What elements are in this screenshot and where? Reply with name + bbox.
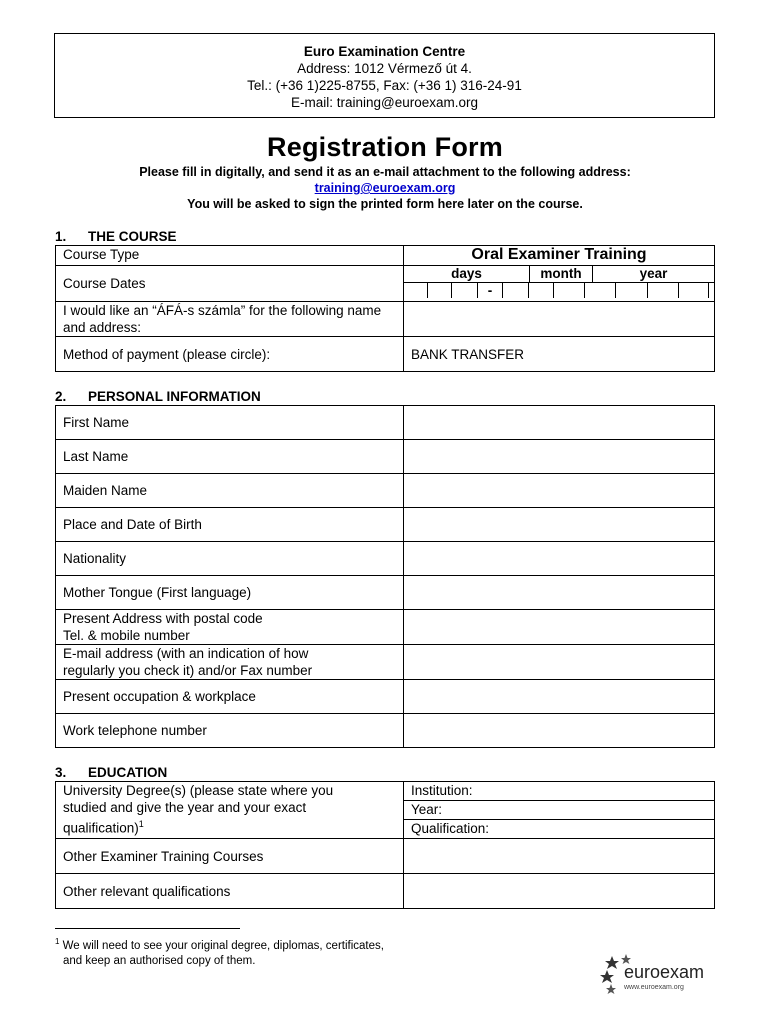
month-label: month xyxy=(529,266,593,282)
email-fax-field[interactable] xyxy=(404,645,715,680)
header-box xyxy=(54,33,715,118)
maiden-name-label: Maiden Name xyxy=(56,474,404,508)
course-type-value: Oral Examiner Training xyxy=(404,246,715,266)
org-email: E-mail: training@euroexam.org xyxy=(290,95,479,110)
institution-label: Institution: xyxy=(404,782,714,801)
year-label: year xyxy=(639,266,668,281)
mother-tongue-label: Mother Tongue (First language) xyxy=(56,576,404,610)
address-field[interactable] xyxy=(404,610,715,645)
first-name-field[interactable] xyxy=(404,406,715,440)
instruction-line-2: You will be asked to sign the printed form here later on the course. xyxy=(187,197,583,211)
section-2-heading: 2. PERSONAL INFORMATION xyxy=(55,389,261,404)
footnote-divider xyxy=(55,928,240,929)
first-name-label: First Name xyxy=(56,406,404,440)
page-title: Registration Form xyxy=(267,132,503,162)
email-link[interactable]: training@euroexam.org xyxy=(314,181,456,195)
occupation-label: Present occupation & workplace xyxy=(56,680,404,714)
other-training-label: Other Examiner Training Courses xyxy=(56,839,404,874)
org-address: Address: 1012 Vérmező út 4. xyxy=(297,61,472,76)
course-type-label: Course Type xyxy=(56,246,404,266)
instruction-line-1: Please fill in digitally, and send it as an e-mail attachment to the following address: xyxy=(139,165,631,179)
nationality-field[interactable] xyxy=(404,542,715,576)
work-phone-field[interactable] xyxy=(404,714,715,748)
occupation-field[interactable] xyxy=(404,680,715,714)
other-training-field[interactable] xyxy=(404,839,715,874)
nationality-label: Nationality xyxy=(56,542,404,576)
date-cells xyxy=(404,282,714,298)
section-3-heading: 3. EDUCATION xyxy=(55,765,168,780)
email-fax-label: E-mail address (with an indication of how regularly you check it) and/or Fax number xyxy=(56,645,404,680)
section-1-heading: 1. THE COURSE xyxy=(55,229,177,244)
degree-label: University Degree(s) (please state where you studied and give the year and your exact qualification)$^1$ xyxy=(56,782,404,839)
mother-tongue-field[interactable] xyxy=(404,576,715,610)
payment-method-label: Method of payment (please circle): xyxy=(56,337,404,372)
days-label: days xyxy=(451,266,482,281)
education-table xyxy=(55,781,715,909)
payment-method-value[interactable]: BANK TRANSFER xyxy=(404,337,715,372)
last-name-label: Last Name xyxy=(56,440,404,474)
personal-info-table xyxy=(55,405,715,748)
address-label: Present Address with postal code Tel. & mobile number xyxy=(56,610,404,645)
org-phone: Tel.: (+36 1)225-8755, Fax: (+36 1) 316-24-91 xyxy=(247,78,522,93)
other-quals-field[interactable] xyxy=(404,874,715,909)
course-dates-label: Course Dates xyxy=(56,266,404,302)
degree-field[interactable] xyxy=(404,782,715,839)
afa-invoice-label: I would like an “ÁFÁ-s számla” for the following name and address: xyxy=(56,302,404,337)
birth-label: Place and Date of Birth xyxy=(56,508,404,542)
course-dates-field[interactable] xyxy=(404,266,715,302)
qualification-label: Qualification: xyxy=(411,821,490,836)
logo-text: euroexam xyxy=(624,962,705,982)
year-label-edu: Year: xyxy=(404,801,714,820)
logo-url: www.euroexam.org xyxy=(624,984,684,991)
org-name: Euro Examination Centre xyxy=(303,44,466,59)
date-dash: - xyxy=(478,282,503,298)
afa-invoice-field[interactable] xyxy=(404,302,715,337)
last-name-field[interactable] xyxy=(404,440,715,474)
other-quals-label: Other relevant qualifications xyxy=(56,874,404,909)
work-phone-label: Work telephone number xyxy=(56,714,404,748)
course-table xyxy=(55,245,715,372)
birth-field[interactable] xyxy=(404,508,715,542)
maiden-name-field[interactable] xyxy=(404,474,715,508)
footnote: $^1$ We will need to see your original degree, diplomas, certificates, and keep an authorised copy of them. xyxy=(55,937,384,967)
